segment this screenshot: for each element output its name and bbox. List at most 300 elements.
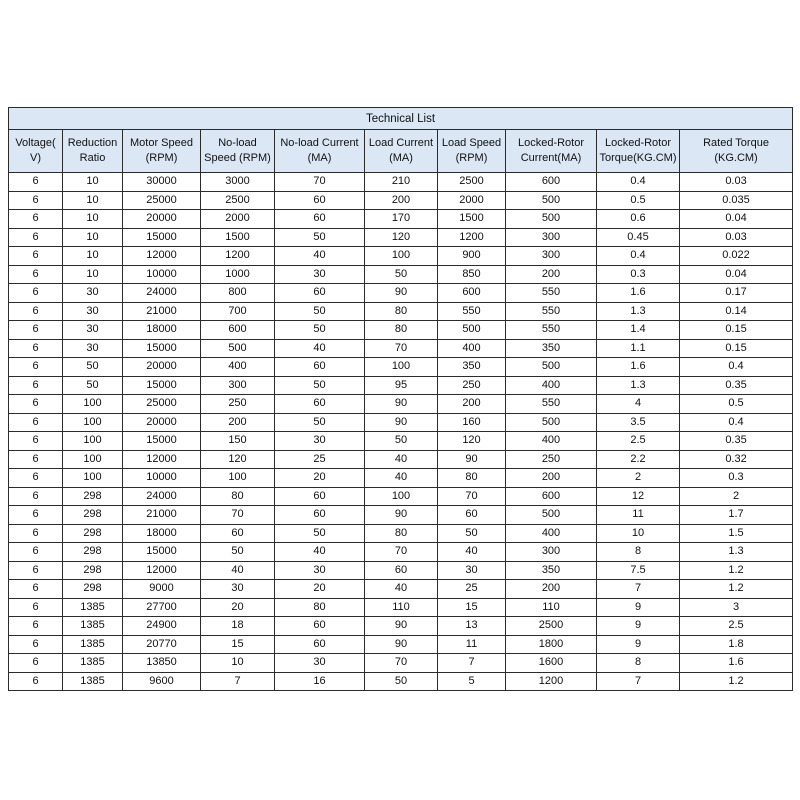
table-cell: 6: [9, 191, 63, 210]
table-cell: 170: [365, 210, 438, 229]
table-cell: 0.5: [680, 395, 793, 414]
table-cell: 60: [275, 617, 365, 636]
column-header: [275, 130, 365, 173]
table-cell: 0.17: [680, 284, 793, 303]
table-cell: 0.4: [597, 173, 680, 192]
table-cell: 0.035: [680, 191, 793, 210]
table-cell: 24000: [123, 487, 201, 506]
column-header-line: Motor Speed: [130, 137, 193, 149]
table-cell: 50: [275, 321, 365, 340]
table-cell: 90: [438, 450, 506, 469]
table-cell: 700: [201, 302, 275, 321]
column-header-line: No-load Current: [280, 137, 359, 149]
table-cell: 6: [9, 617, 63, 636]
table-cell: 12000: [123, 450, 201, 469]
table-cell: 100: [365, 358, 438, 377]
table-cell: 100: [365, 247, 438, 266]
table-cell: 100: [63, 450, 123, 469]
table-row: [9, 450, 793, 469]
table-cell: 18000: [123, 321, 201, 340]
table-cell: 6: [9, 469, 63, 488]
table-cell: 100: [63, 432, 123, 451]
table-cell: 25000: [123, 395, 201, 414]
table-cell: 500: [506, 413, 597, 432]
table-cell: 40: [365, 469, 438, 488]
table-cell: 1385: [63, 598, 123, 617]
table-cell: 20: [275, 469, 365, 488]
table-cell: 20000: [123, 413, 201, 432]
table-cell: 100: [63, 413, 123, 432]
table-cell: 12000: [123, 247, 201, 266]
table-cell: 40: [438, 543, 506, 562]
column-header-line: Reduction: [67, 137, 118, 149]
table-cell: 11: [438, 635, 506, 654]
table-cell: 1.3: [680, 543, 793, 562]
table-cell: 6: [9, 173, 63, 192]
table-cell: 150: [201, 432, 275, 451]
table-row: [9, 191, 793, 210]
table-cell: 1200: [506, 672, 597, 691]
table-cell: 6: [9, 247, 63, 266]
table-cell: 80: [365, 302, 438, 321]
table-cell: 0.32: [680, 450, 793, 469]
table-cell: 90: [365, 506, 438, 525]
table-cell: 120: [438, 432, 506, 451]
table-cell: 6: [9, 672, 63, 691]
table-cell: 15000: [123, 228, 201, 247]
table-cell: 1800: [506, 635, 597, 654]
table-cell: 40: [365, 580, 438, 599]
table-cell: 2.2: [597, 450, 680, 469]
table-row: [9, 376, 793, 395]
table-cell: 10: [63, 210, 123, 229]
table-cell: 0.4: [680, 413, 793, 432]
table-cell: 1385: [63, 635, 123, 654]
table-cell: 60: [275, 284, 365, 303]
column-header: [365, 130, 438, 173]
table-cell: 16: [275, 672, 365, 691]
table-cell: 50: [63, 376, 123, 395]
table-cell: 100: [63, 469, 123, 488]
table-cell: 50: [275, 376, 365, 395]
table-cell: 10: [63, 173, 123, 192]
table-cell: 550: [506, 395, 597, 414]
table-cell: 1.8: [680, 635, 793, 654]
table-cell: 70: [365, 339, 438, 358]
table-cell: 110: [365, 598, 438, 617]
table-cell: 18000: [123, 524, 201, 543]
table-cell: 6: [9, 506, 63, 525]
table-cell: 18: [201, 617, 275, 636]
column-header-line: (RPM): [145, 152, 178, 164]
table-cell: 1600: [506, 654, 597, 673]
table-cell: 400: [506, 376, 597, 395]
table-row: [9, 561, 793, 580]
table-row: [9, 228, 793, 247]
table-cell: 1.6: [680, 654, 793, 673]
table-cell: 0.5: [597, 191, 680, 210]
table-cell: 600: [438, 284, 506, 303]
table-cell: 0.6: [597, 210, 680, 229]
table-cell: 350: [506, 561, 597, 580]
table-row: [9, 469, 793, 488]
table-cell: 15000: [123, 339, 201, 358]
table-cell: 200: [506, 265, 597, 284]
table-cell: 200: [438, 395, 506, 414]
table-cell: 95: [365, 376, 438, 395]
table-cell: 7: [597, 672, 680, 691]
table-cell: 500: [438, 321, 506, 340]
table-cell: 1.3: [597, 302, 680, 321]
table-cell: 60: [275, 191, 365, 210]
table-cell: 40: [275, 543, 365, 562]
column-header-line: Current(MA): [520, 152, 582, 164]
table-cell: 298: [63, 543, 123, 562]
table-cell: 400: [506, 524, 597, 543]
table-cell: 6: [9, 228, 63, 247]
table-cell: 70: [365, 654, 438, 673]
table-cell: 6: [9, 635, 63, 654]
table-cell: 550: [506, 284, 597, 303]
table-cell: 70: [438, 487, 506, 506]
table-cell: 500: [506, 191, 597, 210]
column-header-line: (RPM): [455, 152, 488, 164]
table-cell: 1500: [438, 210, 506, 229]
table-cell: 90: [365, 413, 438, 432]
table-cell: 12: [597, 487, 680, 506]
table-cell: 10: [63, 265, 123, 284]
table-cell: 0.04: [680, 210, 793, 229]
table-cell: 2500: [506, 617, 597, 636]
table-cell: 0.022: [680, 247, 793, 266]
table-cell: 350: [506, 339, 597, 358]
column-header-line: Load Current: [368, 137, 434, 149]
table-cell: 40: [275, 339, 365, 358]
table-cell: 24900: [123, 617, 201, 636]
table-cell: 40: [275, 247, 365, 266]
column-header-line: Rated Torque: [703, 137, 769, 149]
table-row: [9, 358, 793, 377]
table-cell: 1.1: [597, 339, 680, 358]
table-row: [9, 635, 793, 654]
table-cell: 250: [201, 395, 275, 414]
table-cell: 80: [365, 524, 438, 543]
column-header: [63, 130, 123, 173]
table-cell: 6: [9, 580, 63, 599]
column-header: [9, 130, 63, 173]
table-cell: 110: [506, 598, 597, 617]
table-cell: 1.3: [597, 376, 680, 395]
table-cell: 500: [506, 210, 597, 229]
table-cell: 6: [9, 339, 63, 358]
table-cell: 15: [201, 635, 275, 654]
table-cell: 9: [597, 598, 680, 617]
table-row: [9, 247, 793, 266]
table-cell: 60: [438, 506, 506, 525]
table-cell: 6: [9, 395, 63, 414]
table-row: [9, 543, 793, 562]
table-cell: 50: [201, 543, 275, 562]
table-cell: 6: [9, 524, 63, 543]
table-row: [9, 617, 793, 636]
table-cell: 1000: [201, 265, 275, 284]
table-cell: 9600: [123, 672, 201, 691]
table-cell: 6: [9, 413, 63, 432]
table-cell: 300: [506, 228, 597, 247]
table-cell: 60: [275, 635, 365, 654]
table-cell: 6: [9, 654, 63, 673]
table-cell: 60: [275, 506, 365, 525]
table-cell: 50: [275, 228, 365, 247]
table-cell: 30: [275, 265, 365, 284]
table-cell: 6: [9, 376, 63, 395]
table-cell: 1500: [201, 228, 275, 247]
column-header-line: V): [30, 152, 41, 164]
table-cell: 90: [365, 395, 438, 414]
table-cell: 7: [597, 580, 680, 599]
table-cell: 298: [63, 524, 123, 543]
table-row: [9, 265, 793, 284]
column-header: [506, 130, 597, 173]
table-cell: 2000: [201, 210, 275, 229]
table-cell: 15000: [123, 543, 201, 562]
table-cell: 3: [680, 598, 793, 617]
table-cell: 8: [597, 654, 680, 673]
table-row: [9, 598, 793, 617]
table-row: [9, 321, 793, 340]
table-cell: 1.2: [680, 672, 793, 691]
table-cell: 200: [365, 191, 438, 210]
table-title-row: [9, 108, 793, 130]
table-cell: 500: [506, 358, 597, 377]
table-cell: 80: [201, 487, 275, 506]
table-cell: 6: [9, 487, 63, 506]
table-cell: 30: [201, 580, 275, 599]
table-cell: 30: [63, 321, 123, 340]
column-header: [201, 130, 275, 173]
table-cell: 10000: [123, 265, 201, 284]
table-cell: 90: [365, 284, 438, 303]
table-cell: 850: [438, 265, 506, 284]
table-title: Technical List: [9, 108, 793, 130]
table-cell: 60: [275, 395, 365, 414]
table-cell: 20000: [123, 358, 201, 377]
table-row: [9, 173, 793, 192]
table-cell: 9000: [123, 580, 201, 599]
table-cell: 50: [365, 432, 438, 451]
table-cell: 3000: [201, 173, 275, 192]
table-cell: 30: [63, 284, 123, 303]
table-row: [9, 524, 793, 543]
table-cell: 24000: [123, 284, 201, 303]
table-cell: 30: [63, 339, 123, 358]
column-header: [123, 130, 201, 173]
table-row: [9, 487, 793, 506]
table-cell: 1385: [63, 654, 123, 673]
table-cell: 0.35: [680, 432, 793, 451]
table-cell: 25000: [123, 191, 201, 210]
table-cell: 1.5: [680, 524, 793, 543]
table-cell: 600: [506, 173, 597, 192]
table-cell: 20770: [123, 635, 201, 654]
table-cell: 30: [275, 432, 365, 451]
table-cell: 6: [9, 450, 63, 469]
table-cell: 6: [9, 265, 63, 284]
table-cell: 90: [365, 617, 438, 636]
table-cell: 1.6: [597, 358, 680, 377]
table-cell: 120: [365, 228, 438, 247]
table-cell: 200: [506, 580, 597, 599]
table-cell: 50: [275, 413, 365, 432]
table-cell: 6: [9, 302, 63, 321]
table-cell: 600: [506, 487, 597, 506]
table-cell: 800: [201, 284, 275, 303]
table-cell: 0.03: [680, 228, 793, 247]
table-cell: 400: [506, 432, 597, 451]
table-cell: 6: [9, 543, 63, 562]
table-cell: 50: [365, 265, 438, 284]
table-cell: 210: [365, 173, 438, 192]
table-cell: 500: [506, 506, 597, 525]
table-cell: 2000: [438, 191, 506, 210]
table-cell: 160: [438, 413, 506, 432]
table-row: [9, 339, 793, 358]
table-cell: 70: [365, 543, 438, 562]
column-header-line: (KG.CM): [714, 152, 758, 164]
table-cell: 1200: [201, 247, 275, 266]
table-cell: 2500: [201, 191, 275, 210]
table-cell: 90: [365, 635, 438, 654]
table-cell: 30000: [123, 173, 201, 192]
table-cell: 20: [201, 598, 275, 617]
table-cell: 0.3: [680, 469, 793, 488]
column-header-line: Voltage(: [15, 137, 56, 149]
table-cell: 15000: [123, 376, 201, 395]
table-cell: 50: [438, 524, 506, 543]
table-cell: 70: [275, 173, 365, 192]
table-cell: 20: [275, 580, 365, 599]
table-row: [9, 302, 793, 321]
table-cell: 0.4: [597, 247, 680, 266]
table-cell: 6: [9, 561, 63, 580]
table-cell: 13850: [123, 654, 201, 673]
table-cell: 60: [275, 487, 365, 506]
table-cell: 120: [201, 450, 275, 469]
table-cell: 15: [438, 598, 506, 617]
table-cell: 6: [9, 284, 63, 303]
table-cell: 9: [597, 617, 680, 636]
table-cell: 250: [438, 376, 506, 395]
table-cell: 300: [506, 247, 597, 266]
column-header-line: Locked-Rotor: [517, 137, 585, 149]
table-cell: 100: [63, 395, 123, 414]
table-cell: 300: [201, 376, 275, 395]
table-cell: 10: [63, 247, 123, 266]
table-cell: 550: [506, 321, 597, 340]
table-cell: 0.15: [680, 321, 793, 340]
table-cell: 7.5: [597, 561, 680, 580]
table-cell: 1.2: [680, 580, 793, 599]
table-row: [9, 654, 793, 673]
table-row: [9, 580, 793, 599]
table-cell: 80: [275, 598, 365, 617]
table-cell: 27700: [123, 598, 201, 617]
table-row: [9, 413, 793, 432]
table-cell: 4: [597, 395, 680, 414]
table-cell: 0.03: [680, 173, 793, 192]
table-cell: 30: [275, 561, 365, 580]
table-cell: 6: [9, 598, 63, 617]
table-cell: 13: [438, 617, 506, 636]
table-cell: 5: [438, 672, 506, 691]
table-cell: 300: [506, 543, 597, 562]
table-cell: 200: [506, 469, 597, 488]
table-cell: 10: [597, 524, 680, 543]
table-cell: 30: [63, 302, 123, 321]
table-cell: 60: [365, 561, 438, 580]
table-cell: 400: [201, 358, 275, 377]
column-header-line: Torque(KG.CM): [599, 152, 677, 164]
table-cell: 6: [9, 358, 63, 377]
table-row: [9, 506, 793, 525]
table-cell: 10: [63, 191, 123, 210]
table-cell: 350: [438, 358, 506, 377]
table-cell: 100: [365, 487, 438, 506]
table-cell: 600: [201, 321, 275, 340]
column-header-line: (MA): [307, 152, 332, 164]
table-cell: 1200: [438, 228, 506, 247]
table-cell: 60: [275, 210, 365, 229]
table-cell: 500: [201, 339, 275, 358]
table-cell: 9: [597, 635, 680, 654]
table-cell: 100: [201, 469, 275, 488]
table-cell: 1385: [63, 617, 123, 636]
table-cell: 1.4: [597, 321, 680, 340]
table-cell: 50: [275, 524, 365, 543]
table-cell: 11: [597, 506, 680, 525]
table-cell: 0.3: [597, 265, 680, 284]
table-cell: 10: [201, 654, 275, 673]
table-cell: 0.14: [680, 302, 793, 321]
column-header-line: No-load: [218, 137, 257, 149]
technical-list-table: [8, 107, 793, 691]
table-cell: 2.5: [680, 617, 793, 636]
table-cell: 40: [365, 450, 438, 469]
table-body: [9, 173, 793, 691]
table-row: [9, 284, 793, 303]
table-cell: 298: [63, 506, 123, 525]
table-cell: 3.5: [597, 413, 680, 432]
table-cell: 250: [506, 450, 597, 469]
table-cell: 0.15: [680, 339, 793, 358]
table-cell: 1385: [63, 672, 123, 691]
table-cell: 0.45: [597, 228, 680, 247]
table-cell: 80: [365, 321, 438, 340]
column-header-line: Speed (RPM): [204, 152, 271, 164]
column-header-line: (MA): [389, 152, 413, 164]
table-cell: 40: [201, 561, 275, 580]
table-cell: 70: [201, 506, 275, 525]
column-header-line: Ratio: [79, 152, 106, 164]
table-cell: 21000: [123, 506, 201, 525]
table-cell: 6: [9, 210, 63, 229]
table-cell: 30: [438, 561, 506, 580]
table-cell: 50: [275, 302, 365, 321]
table-cell: 0.4: [680, 358, 793, 377]
column-header-line: Load Speed: [441, 137, 502, 149]
table-cell: 50: [365, 672, 438, 691]
table-cell: 550: [438, 302, 506, 321]
